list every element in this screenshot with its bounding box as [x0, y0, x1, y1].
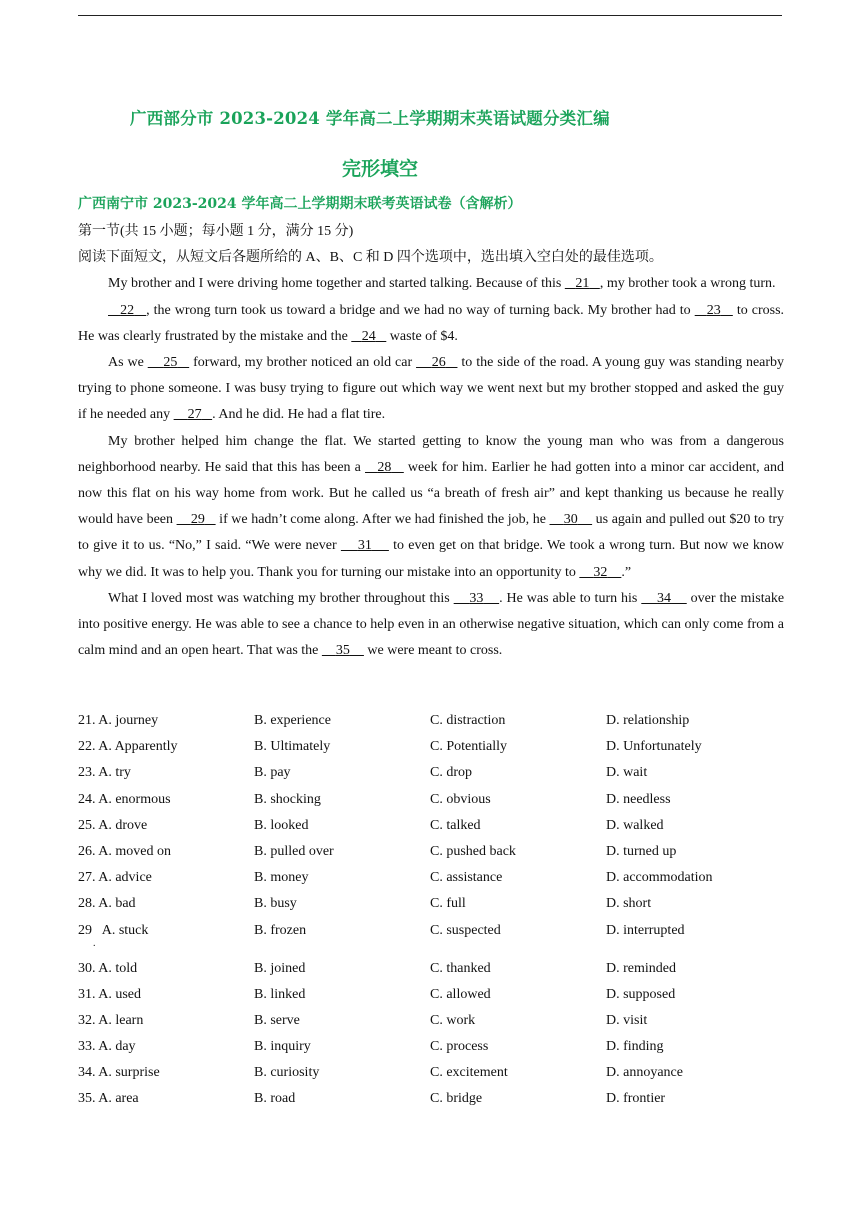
blank-35: 35: [335, 643, 350, 659]
option-b: B. looked: [254, 817, 309, 833]
text: , my brother took a wrong turn.: [599, 276, 776, 292]
option-c: C. suspected: [430, 922, 501, 938]
option-a: 28. A. bad: [78, 896, 136, 912]
paragraph-5: [78, 586, 784, 665]
option-d: D. turned up: [606, 843, 677, 859]
option-a: 32. A. learn: [78, 1012, 144, 1028]
option-b: B. money: [254, 870, 309, 886]
option-d: D. relationship: [606, 713, 690, 728]
blank-23: 23: [706, 302, 721, 318]
option-c: C. talked: [430, 817, 481, 833]
option-c: C. obvious: [430, 791, 491, 807]
option-a: 27. A. advice: [78, 870, 152, 886]
text: . And he did. He had a flat tire.: [212, 407, 386, 423]
option-d: D. walked: [606, 817, 664, 833]
question-row-26: [78, 839, 798, 865]
text: us again and pulled out $20 to try to give it to us. “No,” I said. “We were never: [78, 512, 784, 554]
question-row-33: [78, 1034, 798, 1060]
option-c: C. allowed: [430, 986, 491, 1002]
option-d: D. finding: [606, 1039, 664, 1055]
question-row-35: [78, 1086, 798, 1112]
option-d: D. Unfortunately: [606, 739, 702, 755]
option-b: B. curiosity: [254, 1065, 320, 1081]
option-c: C. process: [430, 1039, 489, 1055]
option-a: 29 A. stuck: [78, 922, 149, 938]
question-row-29: [78, 918, 798, 956]
text: forward, my brother noticed an old car: [189, 355, 417, 371]
option-c: C. assistance: [430, 870, 503, 886]
option-b: B. inquiry: [254, 1039, 311, 1055]
text: to even get on that bridge. We took a wrong turn. But now we know why we did. It was to help you. Thank you for turning our mistake into an opportunity to: [78, 538, 785, 580]
text: over the mistake into positive energy. He was able to see a chance to help even in an otherwise negative situation, which can only come from a calm mind and an open heart. That was the: [78, 590, 785, 659]
option-a: 30. A. told: [78, 960, 138, 976]
option-b: B. experience: [254, 713, 331, 728]
option-a: 21. A. journey: [78, 713, 159, 728]
blank-25: 25: [163, 355, 178, 371]
option-d: D. short: [606, 896, 652, 912]
question-row-23: [78, 760, 798, 786]
paragraph-4: [78, 429, 784, 586]
q29-dot: .: [93, 938, 96, 949]
option-a: 24. A. enormous: [78, 791, 171, 807]
blank-32: 32: [593, 564, 608, 580]
option-b: B. busy: [254, 896, 297, 912]
option-b: B. serve: [254, 1012, 300, 1028]
option-a: 25. A. drove: [78, 817, 148, 833]
answer-options: [78, 708, 798, 1113]
question-row-34: [78, 1060, 798, 1086]
blank-29: 29: [190, 512, 205, 528]
question-row-30: [78, 956, 798, 982]
exam-source-title: 广西南宁市 2023-2024 学年高二上学期期末联考英语试卷（含解析）: [78, 196, 522, 212]
option-d: D. accommodation: [606, 870, 713, 886]
option-b: B. pay: [254, 765, 291, 781]
paragraph-3: [78, 350, 784, 429]
text: As we: [108, 355, 148, 371]
option-c: C. full: [430, 896, 466, 912]
option-a: 31. A. used: [78, 986, 141, 1002]
blank-28: 28: [377, 459, 392, 475]
text: waste of $4.: [386, 328, 458, 344]
option-d: D. supposed: [606, 986, 676, 1002]
directions: 阅读下面短文，从短文后各题所给的 A、B、C 和 D 四个选项中，选出填入空白处的最佳选项。: [78, 250, 663, 266]
blank-21: 21: [575, 276, 590, 292]
question-row-31: [78, 982, 798, 1008]
text: if we hadn’t come along. After we had finished the job, he: [215, 512, 550, 528]
passage-area: [78, 219, 784, 664]
blank-22: 22: [120, 302, 135, 318]
option-c: C. Potentially: [430, 739, 507, 755]
question-row-25: [78, 813, 798, 839]
text: My brother and I were driving home together and started talking. Because of this: [108, 276, 565, 292]
blank-27: 27: [187, 407, 202, 423]
option-a: 35. A. area: [78, 1091, 139, 1107]
option-b: B. pulled over: [254, 843, 334, 859]
blank-31: 31: [357, 538, 372, 554]
paragraph-2: [78, 298, 784, 350]
text: . He was able to turn his: [499, 590, 642, 606]
top-rule: [78, 15, 782, 16]
question-row-21: [78, 708, 798, 734]
option-c: C. bridge: [430, 1091, 483, 1107]
option-a: 34. A. surprise: [78, 1065, 160, 1081]
option-b: B. Ultimately: [254, 739, 331, 755]
question-row-28: [78, 891, 798, 917]
question-row-22: [78, 734, 798, 760]
document-title: 广西部分市 2023-2024 学年高二上学期期末英语试题分类汇编: [130, 109, 610, 128]
option-c: C. pushed back: [430, 843, 516, 859]
text: .”: [621, 564, 632, 580]
option-b: B. linked: [254, 986, 306, 1002]
blank-34: 34: [657, 590, 672, 606]
blank-26: 26: [431, 355, 446, 371]
option-b: B. shocking: [254, 791, 321, 807]
option-d: D. frontier: [606, 1091, 666, 1107]
text: , the wrong turn took us toward a bridge and we had no way of turning back. My brother had to: [146, 302, 695, 318]
option-a: 33. A. day: [78, 1039, 136, 1055]
option-d: D. reminded: [606, 960, 676, 976]
text: to the side of the road. A young guy was standing nearby trying to phone someone. I was busy trying to figure out which way we went next but my brother stopped and asked the guy if he needed any: [78, 355, 785, 423]
option-d: D. annoyance: [606, 1065, 683, 1081]
blank-30: 30: [563, 512, 578, 528]
option-b: B. road: [254, 1091, 296, 1107]
paragraph-1: [78, 271, 784, 297]
option-d: D. needless: [606, 791, 671, 807]
blank-33: 33: [469, 590, 484, 606]
text: we were meant to cross.: [363, 643, 503, 659]
option-c: C. work: [430, 1012, 476, 1028]
option-d: D. wait: [606, 765, 648, 781]
option-c: C. drop: [430, 765, 472, 781]
option-c: C. thanked: [430, 960, 491, 976]
option-a: 22. A. Apparently: [78, 739, 178, 755]
option-d: D. visit: [606, 1012, 648, 1028]
text: What I loved most was watching my brother throughout this: [108, 590, 454, 606]
option-a: 26. A. moved on: [78, 843, 171, 859]
option-c: C. excitement: [430, 1065, 508, 1081]
option-c: C. distraction: [430, 713, 506, 728]
section-heading: 完形填空: [341, 158, 418, 180]
blank-24: 24: [361, 328, 376, 344]
question-row-24: [78, 787, 798, 813]
text: My brother helped him change the flat. We started getting to know the young man who was from a dangerous neighborhood nearby. He said that this has been a: [78, 433, 784, 475]
option-a: 23. A. try: [78, 765, 131, 781]
option-d: D. interrupted: [606, 922, 685, 938]
text: week for him. Earlier he had gotten into a minor car accident, and now this flat on his way home from work. But he called us “a breath of fresh air” and kept thanking us because he really would have been: [78, 459, 784, 528]
part-instruction: 第一节(共 15 小题；每小题 1 分，满分 15 分): [78, 224, 354, 239]
option-b: B. frozen: [254, 922, 307, 938]
text: to cross. He was clearly frustrated by the mistake and the: [78, 302, 785, 344]
question-row-27: [78, 865, 798, 891]
option-b: B. joined: [254, 960, 306, 976]
question-row-32: [78, 1008, 798, 1034]
